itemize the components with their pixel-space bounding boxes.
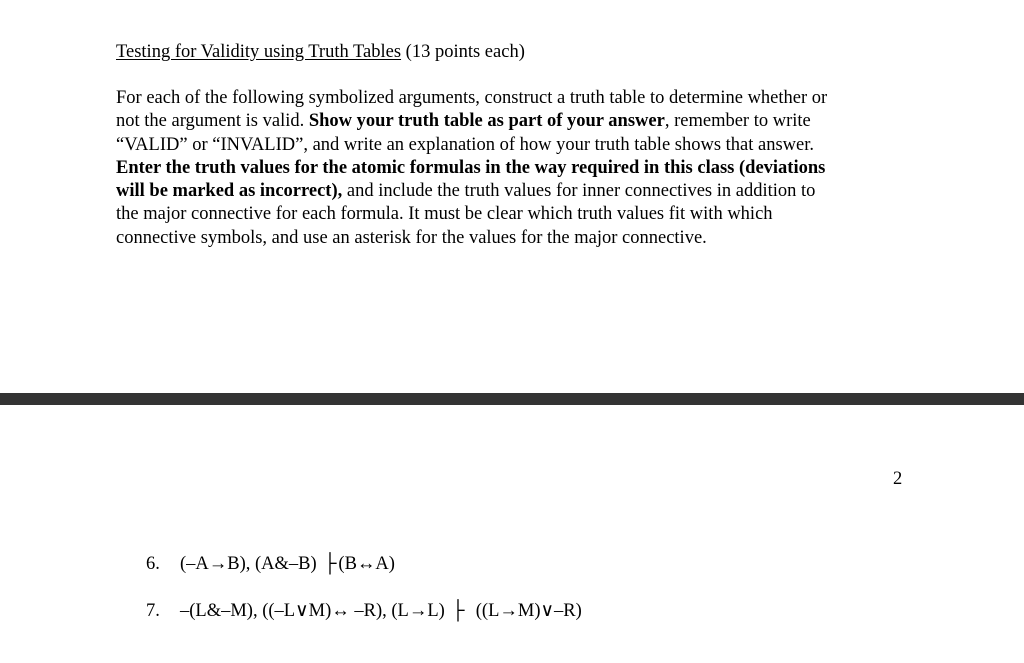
- problem-number: 6.: [146, 554, 160, 574]
- instructions-line: For each of the following symbolized arguments, construct a truth table to determine whether or: [116, 88, 828, 108]
- instructions-bold-text: will be marked as incorrect),: [116, 181, 343, 202]
- heading-title: Testing for Validity using Truth Tables: [116, 42, 402, 62]
- problem-conclusion: (B↔A): [338, 554, 395, 574]
- page-break-bar: [0, 393, 1024, 405]
- instructions-text: , remember to write: [664, 111, 811, 132]
- instructions-line: connective symbols, and use an asterisk for the values for the major connective.: [116, 227, 707, 248]
- instructions-line: the major connective for each formula. It must be clear which truth values fit with which: [116, 204, 773, 225]
- instructions-line: “VALID” or “INVALID”, and write an explanation of how your truth table shows that answer.: [116, 134, 815, 155]
- instructions-paragraph: [116, 87, 916, 250]
- instructions-line: [116, 157, 916, 180]
- instructions-bold-text: Show your truth table as part of your answer: [308, 111, 665, 132]
- instructions-line: [116, 180, 916, 203]
- page-number: 2: [893, 469, 903, 489]
- page-2: [0, 405, 1024, 663]
- problem-premises: (–A→B), (A&–B): [180, 554, 322, 574]
- instructions-line: [116, 110, 916, 133]
- instructions-text: not the argument is valid.: [116, 111, 309, 132]
- turnstile-symbol: ├: [323, 554, 337, 574]
- instructions-bold-text: Enter the truth values for the atomic formulas in the way required in this class (deviations: [116, 157, 826, 178]
- instructions-text: and include the truth values for inner connectives in addition to: [342, 181, 816, 202]
- problem-item: [146, 552, 395, 576]
- problem-premises: –(L&–M), ((–L∨M)↔ –R), (L→L): [180, 601, 450, 621]
- problem-item: [146, 599, 582, 623]
- problem-number: 7.: [146, 601, 160, 621]
- turnstile-symbol: ├: [451, 601, 465, 621]
- section-heading: [116, 40, 525, 64]
- heading-points: (13 points each): [401, 42, 525, 62]
- problem-conclusion: ((L→M)∨–R): [466, 601, 582, 621]
